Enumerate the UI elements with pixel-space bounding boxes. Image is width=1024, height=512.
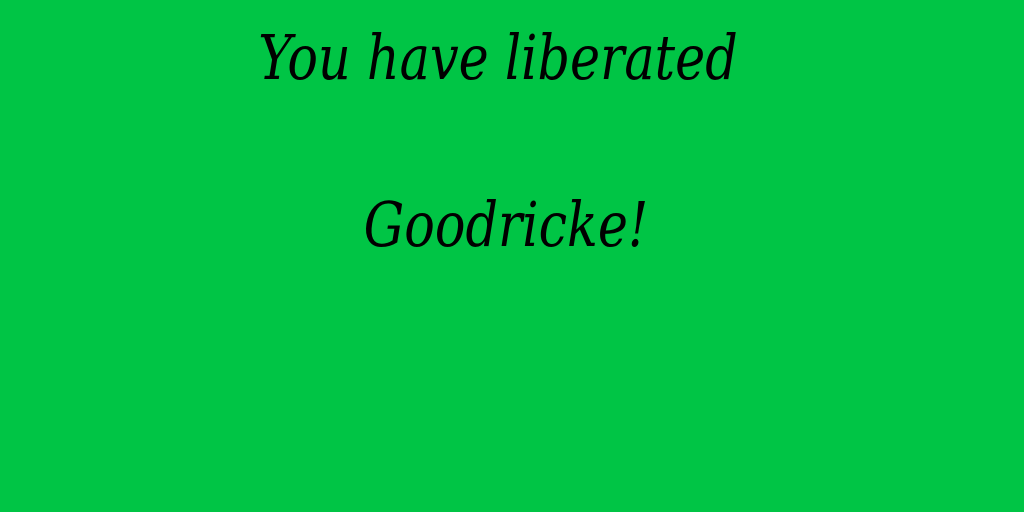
victory-message-line-1: You have liberated [258,21,738,94]
victory-message-line-2: Goodricke! [363,188,649,261]
